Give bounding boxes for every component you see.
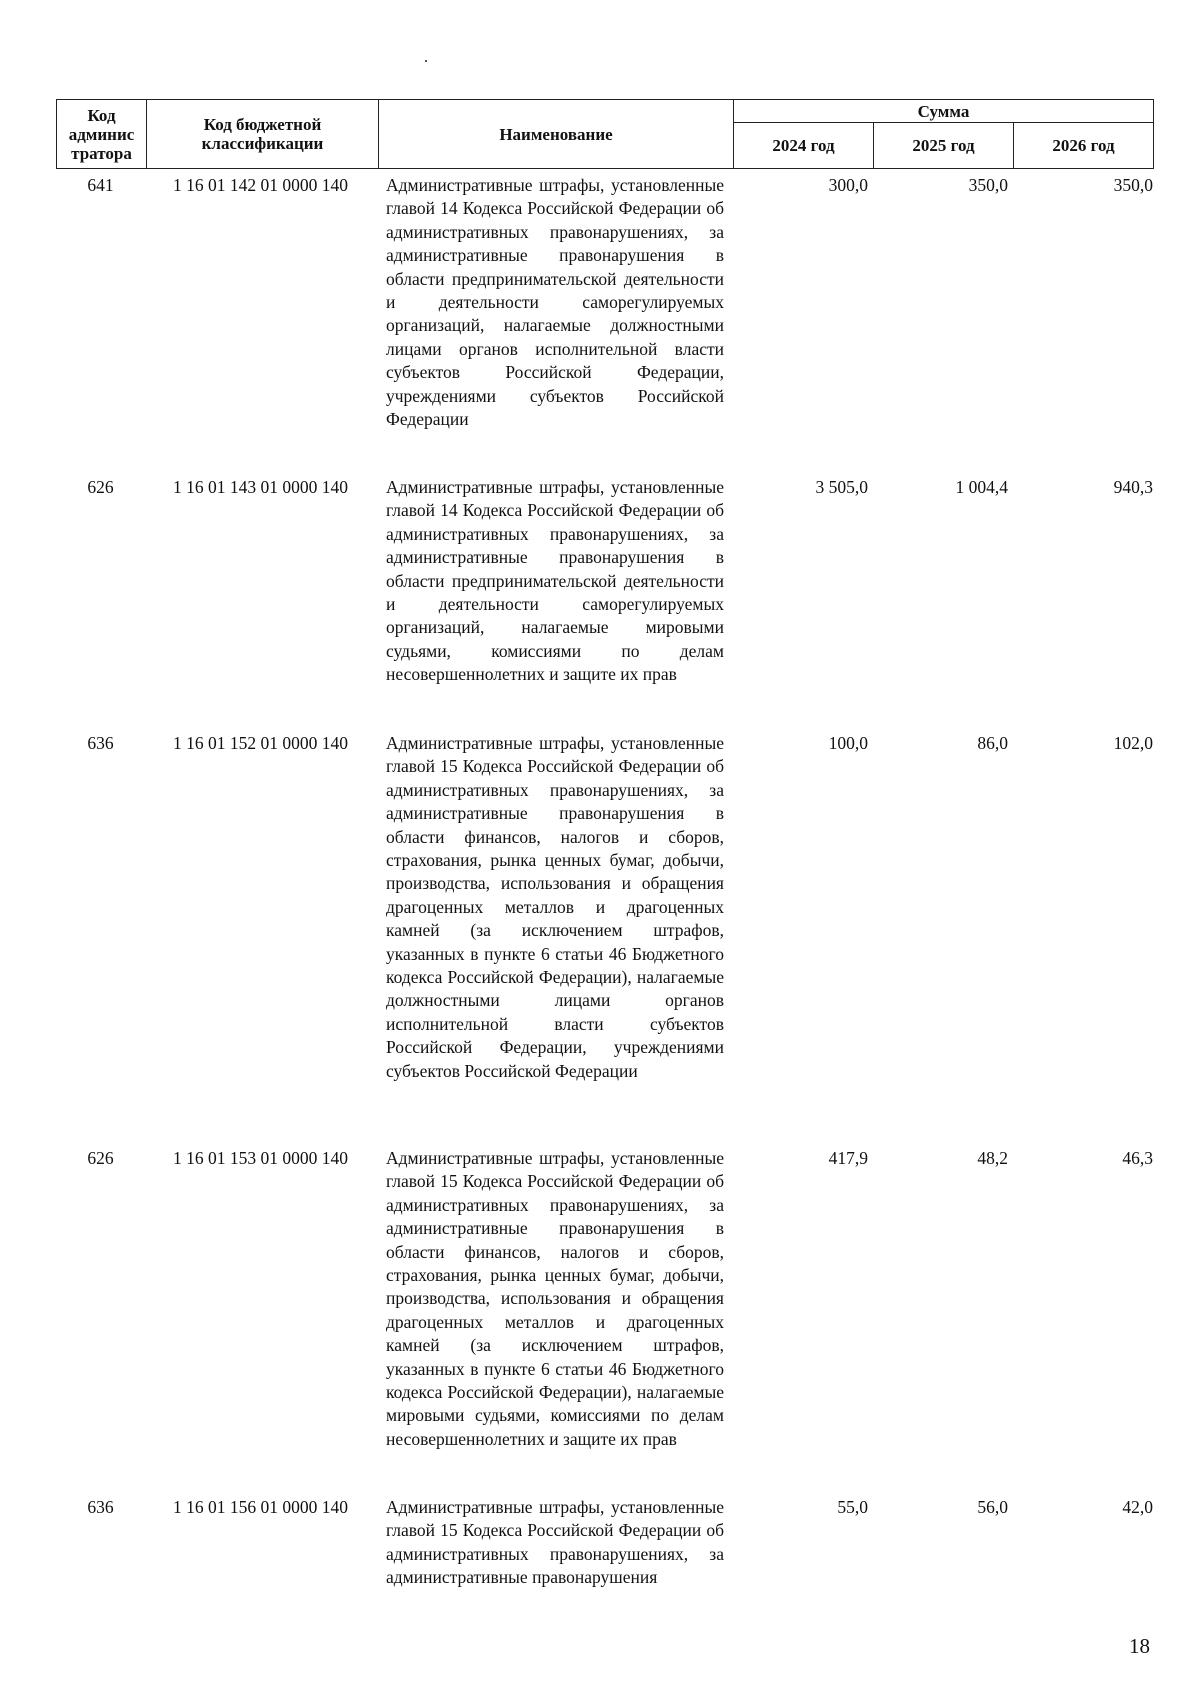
name-cell: Административные штрафы, установленные главой 14 Кодекса Российской Федерации об административных правонарушениях, за административные правонарушения в области предпринимательской деятельности и деятельности саморегулируемых организаций, налагаемые мировыми судьями, комиссиями по делам несовершеннолетних и защите их прав bbox=[386, 477, 724, 685]
amount-2024-cell: 55,0 bbox=[837, 1497, 868, 1517]
amount-2025-cell: 1 004,4 bbox=[955, 477, 1008, 497]
page-number: 18 bbox=[1129, 1634, 1150, 1658]
kbk-cell: 1 16 01 153 01 0000 140 bbox=[173, 1148, 348, 1168]
kbk-cell: 1 16 01 152 01 0000 140 bbox=[173, 733, 348, 753]
amount-2025-cell: 350,0 bbox=[968, 175, 1008, 195]
amount-2026-cell: 940,3 bbox=[1113, 477, 1153, 497]
kbk-cell: 1 16 01 156 01 0000 140 bbox=[173, 1497, 348, 1517]
header-admin-code bbox=[57, 100, 147, 169]
name-cell: Административные штрафы, установленные главой 15 Кодекса Российской Федерации об административных правонарушениях, за административные правонарушения bbox=[386, 1497, 724, 1588]
amount-2024-cell: 100,0 bbox=[828, 733, 868, 753]
admin-code-cell: 626 bbox=[87, 477, 114, 497]
amount-2025-cell: 56,0 bbox=[977, 1497, 1008, 1517]
kbk-cell: 1 16 01 143 01 0000 140 bbox=[173, 477, 348, 497]
amount-2026-cell: 46,3 bbox=[1122, 1148, 1153, 1168]
name-cell: Административные штрафы, установленные главой 14 Кодекса Российской Федерации об административных правонарушениях, за административные правонарушения в области предпринимательской деятельности и деятельности саморегулируемых организаций, налагаемые должностными лицами органов исполнительной власти субъектов Российской Федерации, учреждениями субъектов Российской Федерации bbox=[386, 175, 724, 430]
amount-2025-cell: 86,0 bbox=[977, 733, 1008, 753]
admin-code-cell: 636 bbox=[87, 733, 114, 753]
admin-code-cell: 636 bbox=[87, 1497, 114, 1517]
table-row bbox=[56, 732, 1156, 1147]
amount-2024-cell: 300,0 bbox=[828, 175, 868, 195]
admin-code-cell: 641 bbox=[87, 175, 114, 195]
amount-2024-cell: 3 505,0 bbox=[815, 477, 868, 497]
header-name: Наименование bbox=[379, 100, 734, 169]
header-sum: Сумма bbox=[734, 100, 1154, 123]
header-kbk bbox=[147, 100, 379, 169]
header-kbk-line1: Код бюджетной bbox=[203, 115, 322, 134]
header-year-2026: 2026 год bbox=[1014, 123, 1154, 169]
name-cell: Административные штрафы, установленные главой 15 Кодекса Российской Федерации об административных правонарушениях, за административные правонарушения в области финансов, налогов и сборов, страхования, рынка ценных бумаг, добычи, производства, использования и обращения драгоценных металлов и драгоценных камней (за исключением штрафов, указанных в пункте 6 статьи 46 Бюджетного кодекса Российской Федерации), налагаемые мировыми судьями, комиссиями по делам несовершеннолетних и защите их прав bbox=[386, 1148, 724, 1449]
amount-2025-cell: 48,2 bbox=[977, 1148, 1008, 1168]
table-header bbox=[56, 99, 1154, 169]
header-admin-code-line2: админис bbox=[68, 124, 135, 144]
table-body bbox=[56, 174, 1156, 1590]
amount-2026-cell: 350,0 bbox=[1113, 175, 1153, 195]
table-row bbox=[56, 1496, 1156, 1590]
table-row bbox=[56, 476, 1156, 732]
header-admin-code-line1: Код bbox=[87, 105, 116, 125]
name-cell: Административные штрафы, установленные главой 15 Кодекса Российской Федерации об административных правонарушениях, за административные правонарушения в области финансов, налогов и сборов, страхования, рынка ценных бумаг, добычи, производства, использования и обращения драгоценных металлов и драгоценных камней (за исключением штрафов, указанных в пункте 6 статьи 46 Бюджетного кодекса Российской Федерации), налагаемые должностными лицами органов исполнительной власти субъектов Российской Федерации, учреждениями субъектов Российской Федерации bbox=[386, 733, 724, 1081]
header-kbk-line2: классификации bbox=[201, 134, 324, 153]
admin-code-cell: 626 bbox=[87, 1148, 114, 1168]
header-year-2024: 2024 год bbox=[734, 123, 874, 169]
amount-2026-cell: 42,0 bbox=[1122, 1497, 1153, 1517]
amount-2026-cell: 102,0 bbox=[1113, 733, 1153, 753]
amount-2024-cell: 417,9 bbox=[828, 1148, 868, 1168]
table-row bbox=[56, 174, 1156, 476]
scan-speck bbox=[425, 60, 427, 62]
kbk-cell: 1 16 01 142 01 0000 140 bbox=[173, 175, 348, 195]
table-row bbox=[56, 1147, 1156, 1496]
header-year-2025: 2025 год bbox=[874, 123, 1014, 169]
header-admin-code-line3: тратора bbox=[71, 143, 132, 163]
